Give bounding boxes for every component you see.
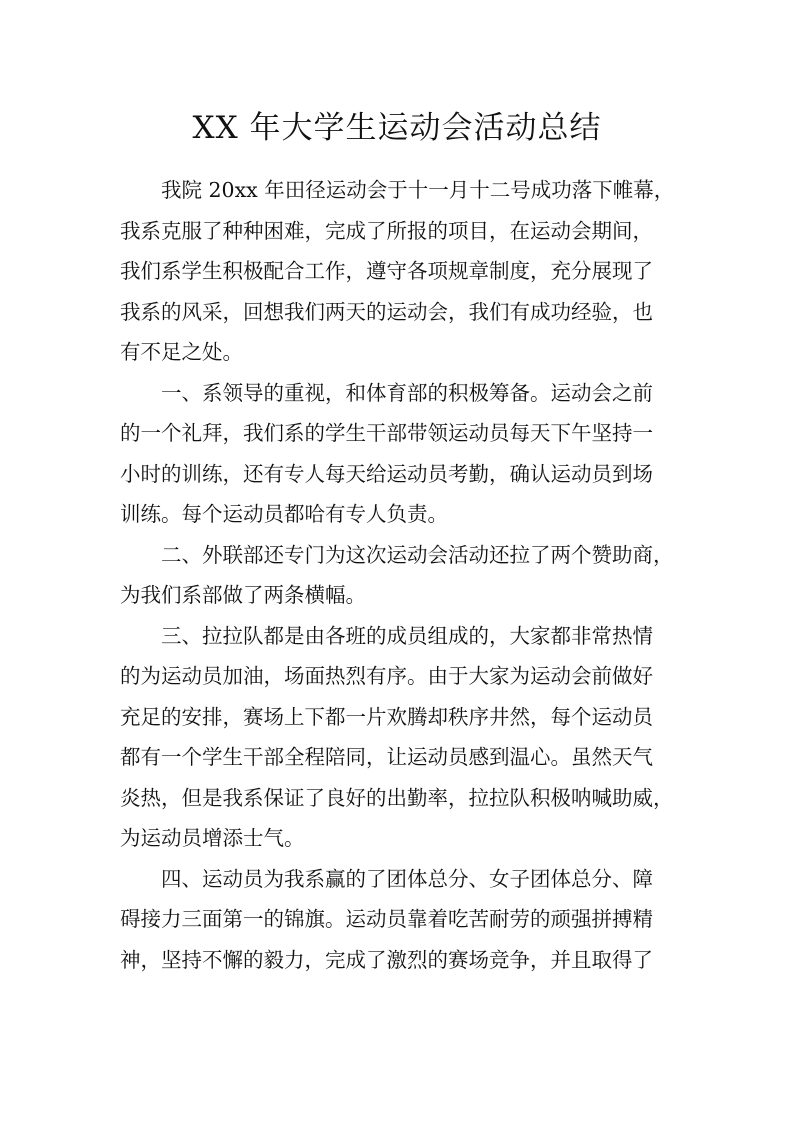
paragraph-section-2 [120,535,680,616]
document-title: XX 年大学生运动会活动总结 [192,110,602,146]
text-line: 的为运动员加油，场面热烈有序。由于大家为运动会前做好 [120,664,653,688]
text-line: 一、系领导的重视，和体育部的积极筹备。运动会之前 [161,380,653,405]
text-line: 碍接力三面第一的锦旗。运动员靠着吃苦耐劳的顽强拼搏精 [120,907,653,931]
paragraph-intro [120,170,680,373]
text-line: 三、拉拉队都是由各班的成员组成的，大家都非常热情 [161,623,653,648]
text-line: 训练。每个运动员都哈有专人负责。 [120,502,448,526]
text-line: 我们系学生积极配合工作，遵守各项规章制度，充分展现了 [120,259,653,283]
paragraph-section-3 [120,616,680,859]
text-line: 我系克服了种种困难，完成了所报的项目，在运动会期间， [120,218,653,243]
paragraph-section-4 [120,859,680,981]
text-line: 二、外联部还专门为这次运动会活动还拉了两个赞助商， [161,542,674,567]
text-line: 都有一个学生干部全程陪同，让运动员感到温心。虽然天气 [120,745,653,769]
paragraph-section-1 [120,373,680,535]
text-line: 为运动员增添士气。 [120,826,305,850]
text-line: 为我们系部做了两条横幅。 [120,583,366,607]
text-line: 小时的训练，还有专人每天给运动员考勤，确认运动员到场 [120,461,653,486]
text-line: 的一个礼拜，我们系的学生干部带领运动员每天下午坚持一 [120,421,653,445]
document-body [120,170,680,980]
text-line: 我院 20xx 年田径运动会于十一月十二号成功落下帷幕， [161,178,675,202]
text-line: 炎热，但是我系保证了良好的出勤率，拉拉队积极呐喊助威， [120,785,674,810]
text-line: 四、运动员为我系赢的了团体总分、女子团体总分、障 [161,866,653,891]
text-line: 充足的安排，赛场上下都一片欢腾却秩序井然，每个运动员 [120,704,653,729]
text-line: 我系的风采，回想我们两天的运动会，我们有成功经验，也 [120,299,653,324]
text-line: 神，坚持不懈的毅力，完成了激烈的赛场竞争，并且取得了 [120,947,653,972]
text-line: 有不足之处。 [120,340,243,364]
